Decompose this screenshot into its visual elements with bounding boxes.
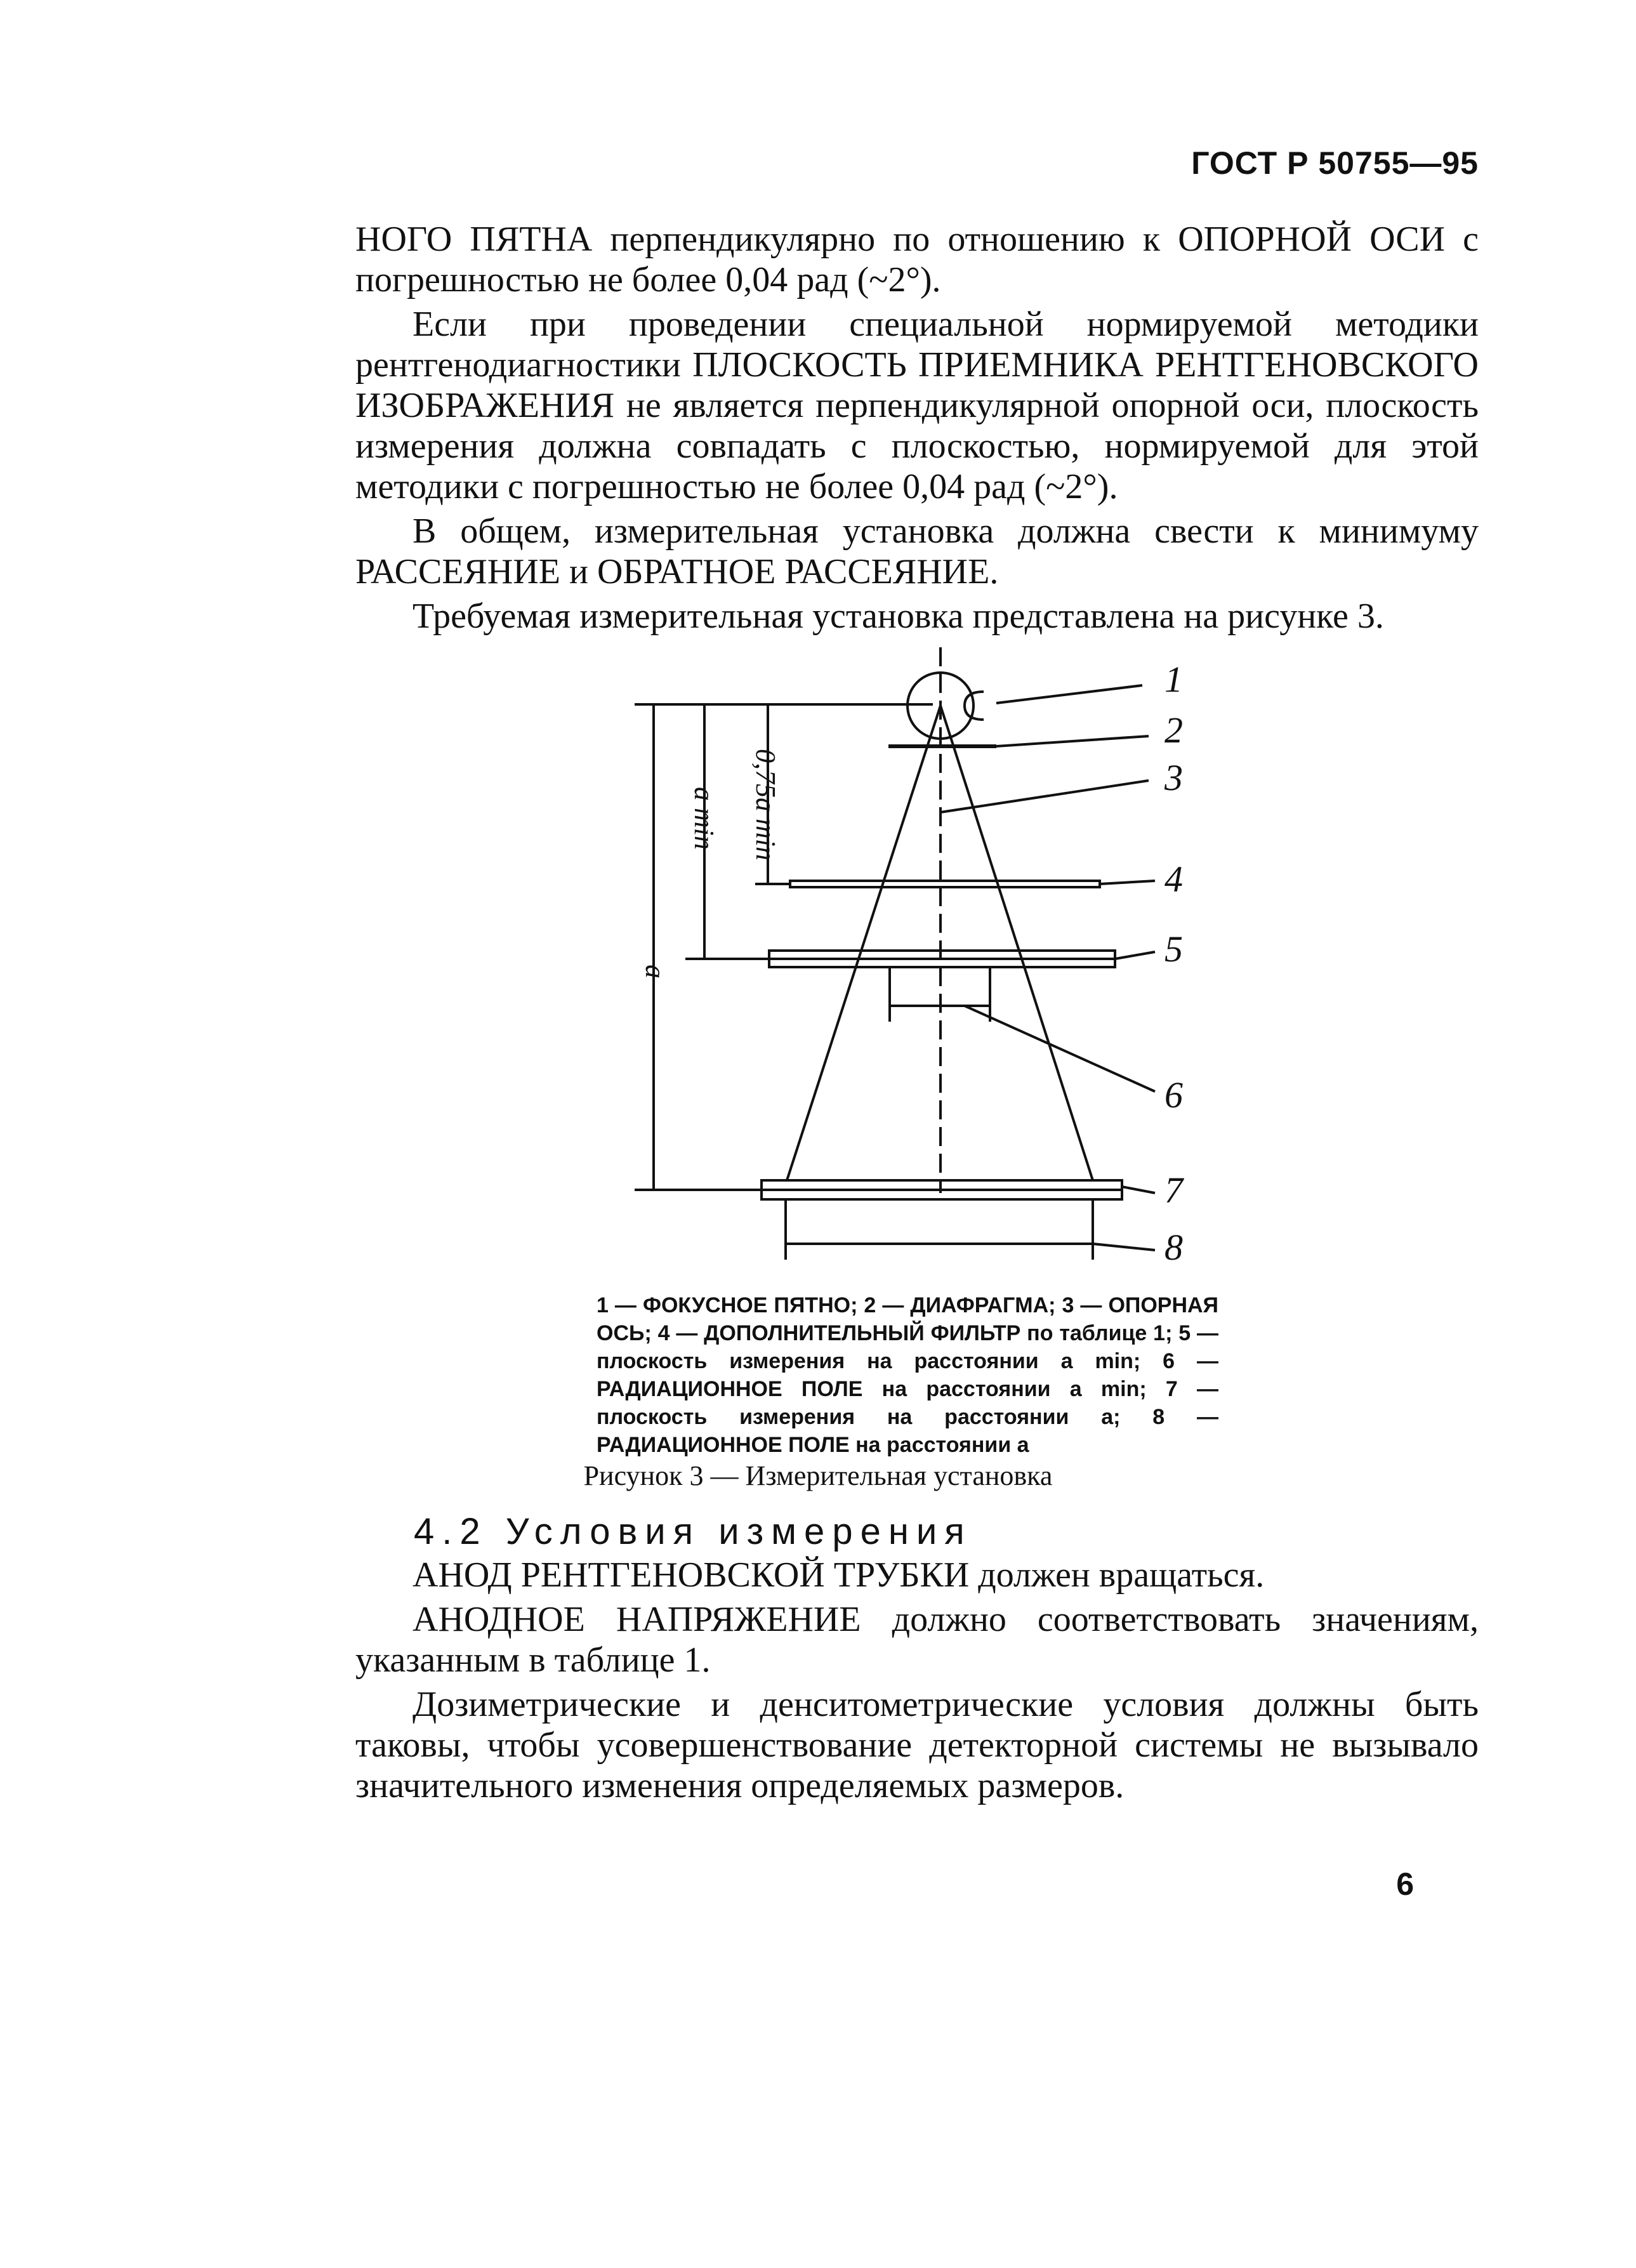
section-title: 4.2 Условия измерения [414,1511,972,1552]
paragraph-1: НОГО ПЯТНА перпендикулярно по отношению к ОПОРНОЙ ОСИ с погрешностью не более 0,04 рад (~2°). [355,220,1479,300]
callout-2: 2 [1164,709,1183,751]
paragraph-3: В общем, измерительная установка должна свести к минимуму РАССЕЯНИЕ и ОБРАТНОЕ РАССЕЯНИЕ. [355,511,1479,591]
callout-8: 8 [1164,1227,1183,1268]
section-paragraph-3: Дозиметрические и денситометрические условия должны быть таковы, чтобы усовершенствование детекторной системы не вызывало значительного изменения определяемых размеров. [355,1685,1479,1805]
paragraph-4: Требуемая измерительная установка представлена на рисунке 3. [412,597,1384,636]
measurement-setup-diagram [609,635,1257,1282]
callout-4: 4 [1164,859,1183,900]
callout-7: 7 [1164,1170,1183,1211]
figure-caption: Рисунок 3 — Измерительная установка [583,1460,1053,1491]
intro-text [355,219,1479,640]
standard-number: ГОСТ Р 50755—95 [1191,145,1479,181]
callout-6: 6 [1164,1074,1183,1116]
section-body [355,1555,1479,1810]
dim-label-amin: a min [689,787,720,850]
dim-label-a: a [640,965,671,979]
section-paragraph-1: АНОД РЕНТГЕНОВСКОЙ ТРУБКИ должен вращаться. [412,1555,1265,1595]
callout-5: 5 [1164,928,1183,970]
paragraph-2: Если при проведении специальной нормируемой методики рентгенодиагностики ПЛОСКОСТЬ ПРИЕМНИКА РЕНТГЕНОВСКОГО ИЗОБРАЖЕНИЯ не является перпендикулярной опорной оси, плоскость измерения должна совпадать с плоскостью, нормируемой для этой методики с погрешностью не более 0,04 рад (~2°). [355,305,1479,506]
callout-3: 3 [1164,757,1183,798]
figure-legend: 1 — ФОКУСНОЕ ПЯТНО; 2 — ДИАФРАГМА; 3 — ОПОРНАЯ ОСЬ; 4 — ДОПОЛНИТЕЛЬНЫЙ ФИЛЬТР по таблице 1; 5 — плоскость измерения на расстоянии a min; 6 — РАДИАЦИОННОЕ ПОЛЕ на расстоянии a min; 7 — плоскость измерения на расстоянии a; 8 — РАДИАЦИОННОЕ ПОЛЕ на расстоянии a [597,1293,1218,1457]
dim-label-075amin: 0,75a min [750,749,781,860]
section-paragraph-2: АНОДНОЕ НАПРЯЖЕНИЕ должно соответствовать значениям, указанным в таблице 1. [355,1600,1479,1680]
callout-1: 1 [1164,659,1183,700]
page-number: 6 [1396,1866,1414,1902]
